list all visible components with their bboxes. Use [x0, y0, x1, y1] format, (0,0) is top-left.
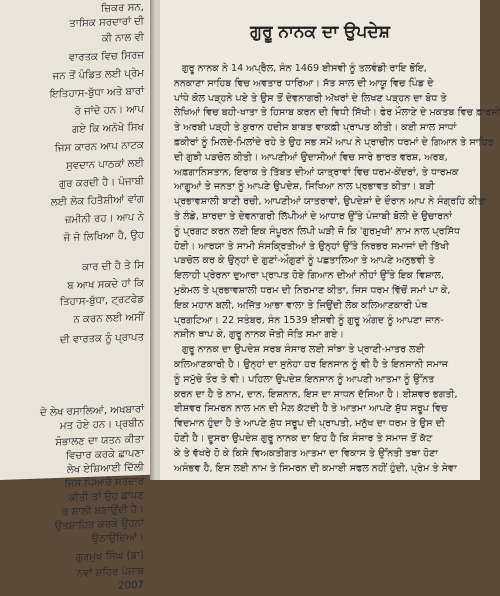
left-page-line: ਜਿਸ ਪਿਆਰੇ ਸਰਦਾਰ: [64, 475, 144, 490]
body-line: ਕਰਨ ਦਾ ਹੈ ਤੇ ਨਾਮ, ਦਾਨ, ਇਸ਼ਨਾਨ, ਇਸ ਦਾ ਸਾਧਨ ਦੱਸਿਆ ਹੈ। ਈਸ਼ਵਰ ਭਗਤੀ,: [174, 388, 458, 400]
body-line: ਅਫ਼ਗਾਨਿਸਤਾਨ, ਇਰਾਕ ਤੇ ਤਿੱਬਤ ਦੀਆਂ ਯਾਤ੍ਰਾਵਾਂ ਵਿਚ ਧਰਮ-ਕੇਂਦਰਾਂ, ਤੇ ਧਾਰਮਕ: [174, 166, 459, 178]
left-page-line: ਸੰਭਾਲਣ ਦਾ ਯਤਨ ਕੀਤਾ: [55, 433, 144, 449]
book-spine: [150, 0, 160, 480]
body-line: ਨੂੰ ਪ੍ਰਗਟ ਕਰਨ ਲਈ ਇਕ ਸੰਪੂਰਨ ਲਿਪੀ ਘੜੀ ਜੋ ਕਿ 'ਗੁਰਮੁਖੀ' ਨਾਮ ਨਾਲ ਪ੍ਰਸਿੱਧ: [174, 225, 461, 237]
left-page-line: ਕੀ ਨਾਲ ਵੀ: [101, 31, 144, 45]
body-line: ਪਾਂਧੇ ਕੋਲ ਪੜ੍ਹਨੇ ਪਏ ਤੇ ਉਸ ਤੋਂ ਦੇਵਨਾਗਰੀ ਅੱਖਰਾਂ ਦੇ ਲਿਖਣ ਪੜ੍ਹਨ ਦਾ ਬੋਧ ਤੇ: [174, 92, 447, 104]
left-page-line: ਮਤ ਹੋਏ ਹਨ। ਪ੍ਰਬੀਨ: [59, 417, 144, 432]
body-line: ਨਸ਼ੀਨ ਥਾਪ ਕੇ, ਗੁਰੂ ਨਾਨਕ ਜੋਤੀ ਜੋਤਿ ਸਮਾ ਗਏ।: [174, 329, 344, 341]
left-page-line: ਜਨ ਤੋਂ ਪੰਡਿਤ ਲਈ ਪ੍ਰੇਮ: [52, 67, 144, 83]
left-page-line: ਵਿਚਾਰ ਕਰਕੇ ਛਾਪਣਾ: [65, 447, 144, 462]
body-line: ਦੀ ਗੁਝੀ ਪੜਚੋਲ ਕੀਤੀ। ਆਪਣੀਆਂ ਉਦਾਸੀਆਂ ਵਿਚ ਸਾਰੇ ਭਾਰਤ ਵਰਸ਼, ਅਰਬ,: [174, 151, 448, 163]
body-line: ਤੇ ਲੰਡੇ, ਸ਼ਾਰਦਾ ਤੇ ਦੇਵਨਾਗਰੀ ਲਿੱਪੀਆਂ ਦੇ ਆਧਾਰ ਉੱਤੇ ਪੰਜਾਬੀ ਬੋਲੀ ਦੇ ਉਚਾਰਨਾਂ: [174, 210, 452, 222]
body-line: ਗੁਰੂ ਨਾਨਕ ਨੇ 14 ਅਪ੍ਰੈਲ, ਸੰਨ 1469 ਈਸਵੀ ਨੂੰ ਤਲਵੰਡੀ ਰਾਇ ਭੋਇ,: [182, 63, 427, 74]
left-page: [0, 0, 150, 592]
body-line: ਕੇ ਤੇ ਵੱਖਰੇ ਹੋ ਕੇ ਕਿਸੇ ਵਿਅਕਤੀਗਤ ਆਤਮਾ ਦਾ ਵਿਕਾਸ ਤੇ ਉੱਨਤੀ ਤਥਾ ਹੋਣਾ: [174, 447, 439, 459]
body-line: ਮੁਕੰਮਲ ਤੇ ਪ੍ਰਭਾਵਸ਼ਾਲੀ ਧਰਮ ਦੀ ਨਿਰਮਾਣ ਕੀਤਾ, ਜਿਸ ਧਰਮ ਵਿੱਚੋਂ ਸਮਾਂ ਪਾ ਕੇ,: [174, 284, 451, 296]
left-page-line: ਵਾਰਤਕ ਵਿਚ ਸਿਰਜ: [68, 49, 144, 64]
left-page-line: ਬ ਆਖ ਸਕਦੇ ਹਾਂ ਕਿ: [67, 277, 144, 292]
body-line: ਫ਼ਕੀਰਾਂ ਨੂੰ ਮਿਲਦੇ-ਮਿਲਾਂਦੇ ਰਹੇ ਤੇ ਉਹ ਸਭ ਸਮੇਂ ਆਪ ਨੇ ਪ੍ਰਾਚੀਨ ਧਰਮਾਂ ਦੇ ਗਿਆਨ ਤੇ ਸਾਹਿਤ: [174, 136, 494, 148]
body-line: ਗੁਰੂ ਨਾਨਕ ਦਾ ਉਪਦੇਸ਼ ਸਰਬ ਸੰਸਾਰ ਲਈ ਸਾਂਝਾ ਤੇ ਪ੍ਰਾਣੀ-ਮਾਤਰ ਲਈ: [182, 344, 425, 356]
left-page-line: ਕਾਰ ਦੀ ਹੈ ਤੇ ਸਿ: [82, 259, 144, 274]
body-line: ਵਿਦਮਾਨ ਹੁੰਦਾ ਹੈ ਤੇ ਆਪਣੇ ਸ਼ੁੱਧ ਸਰੂਪ ਦੀ ਪ੍ਰਾਪਤੀ, ਮਨੁੱਖ ਦਾ ਧਰਮ ਤੇ ਉਸ ਦੀ: [174, 418, 445, 430]
left-page-line: ਨ ਕਰਨ ਲਈ ਅਸੀਂ: [73, 311, 144, 326]
left-page-line: ਕੀਤੀ ਤਾਂ ਉਹ ਛਾਪਣ: [68, 489, 144, 504]
body-line: ਹੋਈ। ਆਰਯਾ ਤੇ ਸਾਮੀ ਸੰਸਕ੍ਰਿਤੀਆਂ ਤੇ ਉਨ੍ਹਾਂ ਉੱਤੇ ਨਿਰਭਰ ਸਮਾਜਾਂ ਦੀ ਤਿੱਖੀ: [174, 240, 449, 252]
right-page: [160, 0, 500, 480]
body-line: ਇਲਾਹੀ ਪ੍ਰੇਰਨਾ ਦੁਆਰਾ ਪ੍ਰਾਪਤ ਹੋਏ ਗਿਆਨ ਦੀਆਂ ਨੀਹਾਂ ਉੱਤੇ ਇਕ ਵਿਸ਼ਾਲ,: [174, 270, 444, 282]
left-page-line: ਦੇ ਲੇਖ ਰਸਾਲਿਆਂ, ਅਖਬਾਰਾਂ: [39, 403, 144, 419]
page-title: ਗੁਰੂ ਨਾਨਕ ਦਾ ਉਪਦੇਸ਼: [250, 22, 390, 42]
left-page-line: ਤ ਸ਼ਾਲੀ ਬਣਾਉਂਦੀ ਹੈ।: [61, 503, 144, 518]
left-page-line: ਉਠਾਉਂਦਿਆਂ।: [91, 531, 144, 545]
body-line: ਆਗੂਆਂ ਤੇ ਜਨਤਾ ਨੂੰ ਆਪਣੇ ਉਪਦੇਸ਼, ਸਿਖਿਆ ਨਾਲ ਪ੍ਰਭਾਵਤ ਕੀਤਾ। ਬੜੀ: [174, 181, 435, 193]
left-page-line: ਲੇਖ ਏਸ਼ਿਆਈ ਦਿੱਲੀ: [66, 461, 144, 476]
left-page-line: ਲਈ ਲੋਕ ਹਿਤੈਸ਼ੀਆਂ ਵਾਂਗ: [50, 193, 144, 209]
page-body: [174, 62, 500, 476]
left-page-line: ਜ਼ਿਕਰ ਸਨ,: [101, 1, 144, 15]
body-line: ਤੇ ਅਰਬੀ ਪੜ੍ਹੀ ਤੇ ਕੁਰਾਨ ਹਦੀਸ ਬਾਬਤ ਵਾਕਫ਼ੀ ਪ੍ਰਾਪਤ ਕੀਤੀ। ਕਈ ਸਾਲ ਸਾਧਾਂ: [174, 122, 457, 134]
body-line: ਨਨਕਾਣਾ ਸਾਹਿਬ ਵਿਚ ਅਵਤਾਰ ਧਾਰਿਆ। ਸੱਤ ਸਾਲ ਦੀ ਆਯੂ ਵਿਚ ਪਿੰਡ ਦੇ: [174, 77, 434, 89]
body-line: ਪੜਚੋਲ ਕਰ ਕੇ ਉਨ੍ਹਾਂ ਦੇ ਗੁਣਾਂ-ਔਗੁਣਾਂ ਨੂੰ ਪਛਤਾਲਿਆ ਤੇ ਆਪਣੇ ਅਨੁਭਵੀ ਤੇ: [174, 255, 435, 267]
body-line: ਇਕ ਮਹਾਨ ਬਲੀ, ਅਜਿੱਤ ਆਭਾ ਵਾਲਾ ਤੇ ਜਿਉਂਦੀ ਲੋਕ ਕਲਿਆਣਕਾਰੀ ਪੰਥ: [174, 299, 428, 311]
left-page-line: ਰੋ ਜਾਂਦੇ ਹਨ। ਆਪ: [74, 103, 144, 118]
left-page-line: ਸੁਵਦਾਨ ਪਾਠਕਾਂ ਲਈ: [65, 157, 144, 172]
left-page-line: ਜ਼ਮੀਨੀ ਰਹ। ਆਪ ਨੇ: [64, 211, 144, 226]
body-line: ਈਸ਼ਵਰ ਸਿਮਰਨ ਨਾਲ ਮਨ ਦੀ ਮੈਲ਼ ਕੱਟਦੀ ਹੈ ਤੇ ਆਤਮਾ ਆਪਣੇ ਸ਼ੁੱਧ ਸਰੂਪ ਵਿਚ: [174, 403, 448, 415]
body-line: ਕਲਿਆਣਕਾਰੀ ਹੈ। ਉਨ੍ਹਾਂ ਦਾ ਸੁਨੇਹਾ ਹਰ ਇਨਸਾਨ ਨੂੰ ਵੀ ਹੈ ਤੇ ਇਨਸਾਨੀ ਸਮਾਜ: [174, 358, 449, 370]
body-line: ਪ੍ਰਭਾਵਸ਼ਾਲੀ ਬਾਣੀ ਰਚੀ, ਆਪਣੀਆਂ ਯਾਤਰਾਵਾਂ, ਉਪਦੇਸ਼ਾਂ ਦੇ ਦੌਰਾਨ ਆਪ ਨੇ ਸੰਗ੍ਰਹਿ ਕੀਤਾ: [174, 196, 487, 208]
left-page-line: ਤਿਹਾਸ-ਬੁੱਧਾ, ਟ੍ਰਟਫੇਡ: [59, 293, 144, 308]
left-page-line: ਜਿਸ ਕਾਰਨ ਆਪ ਨਾਟਕ: [54, 139, 144, 155]
body-line: ਲੇਖਿਆਂ ਵਿਚ ਬਹੀ-ਖਾਤਾ ਤੇ ਹਿਸਾਬ ਕਰਨ ਦੀ ਵਿਧੀ ਸਿੱਖੀ। ਫੇਰ ਮੌਲਾਣੇ ਦੇ ਮਕਤਬ ਵਿਚ ਫ਼ਾਰਸੀ: [174, 107, 500, 119]
left-page-line: ਇਤਿਹਾਸ-ਬੁੱਧਾ ਅਤੇ ਬਾਰਾਂ: [49, 85, 144, 101]
body-line: ਹੋਣੀ ਹੈ। ਦੂਸਰਾ ਉਪਦੇਸ਼ ਗੁਰੂ ਨਾਨਕ ਦਾ ਇਹ ਹੈ ਕਿ ਸੰਸਾਰ ਤੇ ਸਮਾਜ ਤੋਂ ਕੱਟ: [174, 432, 433, 444]
left-page-line: ਜੋ ਜੋ ਲਿਖਿਆ ਹੈ, ਉਹ: [63, 229, 144, 244]
left-page-line: ਗਏ ਕਿ ਅਨੋਖੇ ਸਿਖ: [72, 121, 144, 136]
left-page-line: ਗੁਰਮੁਖ ਸਿੰਘ (ਡਾ): [75, 549, 144, 564]
body-line: ਨੂੰ ਸਮੁੱਚੇ ਤੌਰ ਤੇ ਵੀ। ਪਹਿਲਾ ਉਪਦੇਸ਼ ਇਨਸਾਨ ਨੂੰ ਆਪਣੀ ਆਤਮਾ ਨੂੰ ਉੱਨਤ: [174, 373, 435, 385]
body-line: ਪ੍ਰਗਟਿਆ। 22 ਸਤੰਬਰ, ਸੰਨ 1539 ਈਸਵੀ ਨੂੰ ਗੁਰੂ ਅੰਗਦ ਨੂੰ ਆਪਣਾ ਜਾਨ-: [174, 314, 444, 326]
left-page-line: ਨਵਾਂ ਸ਼ਹਿਰ ਪੰਜਾਬ: [76, 565, 144, 580]
left-page-line: ਗੁਰ ਕਰਦੀ ਹੈ। ਪੰਜਾਬੀ: [59, 175, 144, 190]
left-page-line: ਦੀ ਵਾਰਤਕ ਨੂੰ ਪ੍ਰਾਪਤ: [59, 331, 144, 346]
left-page-line: ਉਤਸ਼ਾਹਿਤ ਕਰਕੇ ਉਹਨਾਂ: [54, 517, 144, 533]
left-page-line: ਤਾਸਿਕ ਸਰਦਾਰਾਂ ਦੀ: [69, 15, 144, 30]
body-line: ਅਸੰਭਵ ਹੈ, ਇਸ ਲਈ ਨਾਮ ਤੇ ਸਿਮਰਨ ਦੀ ਕਮਾਈ ਸਫਲ ਨਹੀਂ ਹੁੰਦੀ, ਪ੍ਰੇਮ ਤੇ ਸੇਵਾ: [174, 462, 457, 474]
left-page-line: 2007: [118, 579, 144, 592]
